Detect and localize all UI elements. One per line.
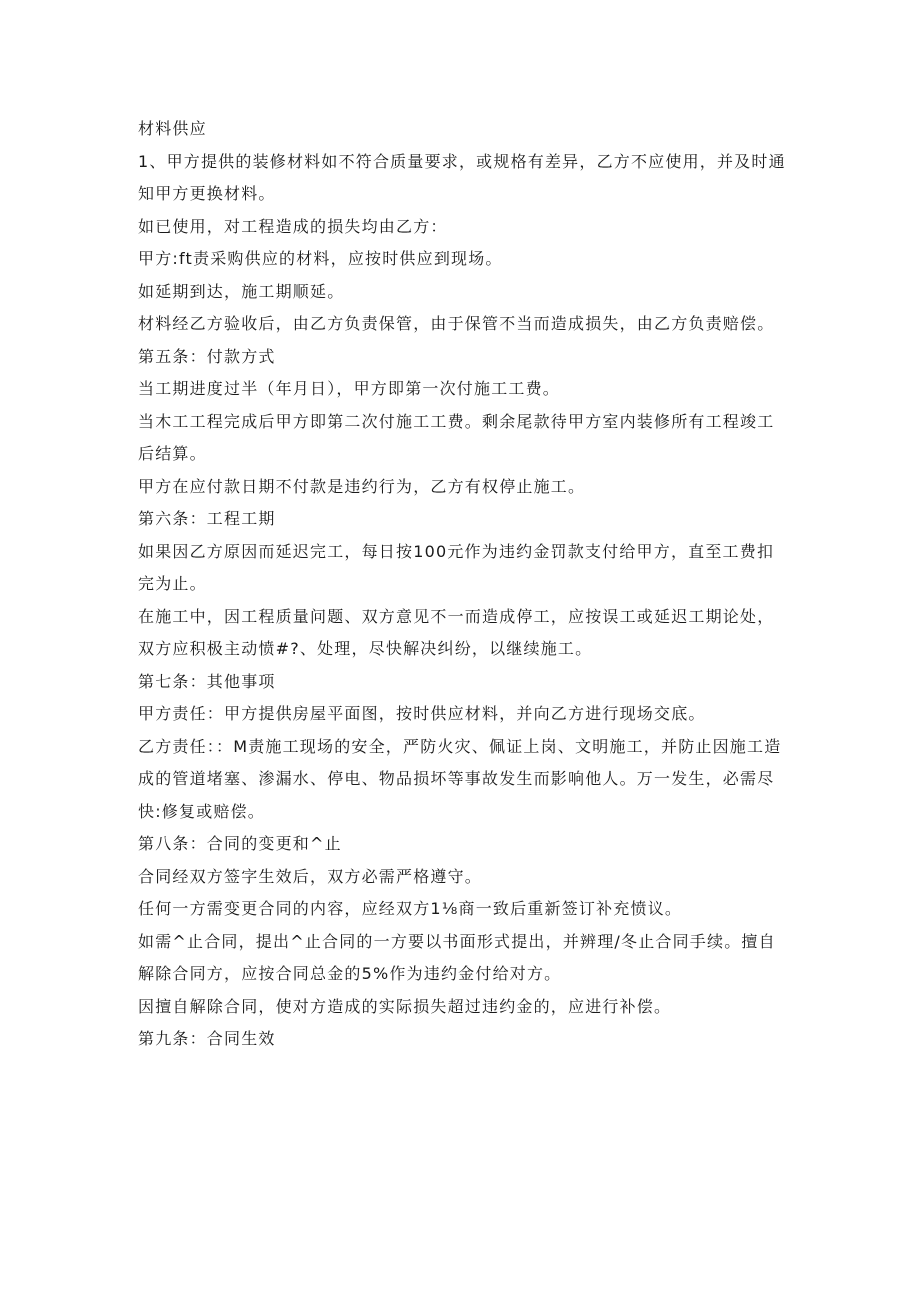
paragraph: 甲方在应付款日期不付款是违约行为，乙方有权停止施工。 [138,476,586,496]
paragraph: 当工期进度过半（年月日），甲方即第一次付施工工费。 [138,379,561,398]
section-heading-article-9: 第九条：合同生效 [138,1029,276,1048]
paragraph: 当木工工程完成后甲方即第二次付施工工费。剩余尾款待甲方室内装修所有工程竣工后结算。 [138,411,775,463]
paragraph: 如已使用，对工程造成的损失均由乙方： [138,216,448,236]
paragraph: 在施工中，因工程质量问题、双方意见不一而造成停工，应按误工或延迟工期论处，双方应积极主动愤#?、处理，尽快解决纠纷，以继续施工。 [138,606,775,658]
section-heading-article-5: 第五条：付款方式 [138,346,276,366]
paragraph: 如需^止合同，提出^止合同的一方要以书面形式提出，并辨理/冬止合同手续。擅自解除合同方，应按合同总金的5%作为违约金付给对方。 [138,931,776,983]
paragraph: 合同经双方签字生效后，双方必需严格遵守。 [138,866,483,886]
paragraph: 甲方:ft责采购供应的材料，应按时供应到现场。 [138,249,503,268]
paragraph: 甲方责任：甲方提供房屋平面图，按时供应材料，并向乙方进行现场交底。 [138,704,706,723]
paragraph: 如延期到达，施工期顺延。 [138,281,345,301]
section-heading-materials: 材料供应 [138,119,207,138]
paragraph: 材料经乙方验收后，由乙方负责保管，由于保管不当而造成损失，由乙方负责赔偿。 [138,314,775,333]
paragraph: 1、甲方提供的装修材料如不符合质量要求，或规格有差异，乙方不应使用，并及时通知甲方更换材料。 [138,151,786,203]
paragraph: 乙方责任：：M责施工现场的安全，严防火灾、佩证上岗、文明施工，并防止因施工造成的管道堵塞、渗漏水、停电、物品损坏等事故发生而影响他人。万一发生，必需尽快:修复或赔偿。 [138,736,782,821]
section-heading-article-8: 第八条：合同的变更和^止 [138,834,342,853]
paragraph: 因擅自解除合同，使对方造成的实际损失超过违约金的，应进行补偿。 [138,996,672,1016]
paragraph: 任何一方需变更合同的内容，应经双方1⅛商一致后重新签订补充愤议。 [138,899,683,918]
document-body [138,113,788,1056]
paragraph: 如果因乙方原因而延迟完工，每日按100元作为违约金罚款支付给甲方，直至工费扣完为止。 [138,541,775,593]
section-heading-article-6: 第六条：工程工期 [138,509,276,528]
section-heading-article-7: 第七条：其他事项 [138,671,276,691]
